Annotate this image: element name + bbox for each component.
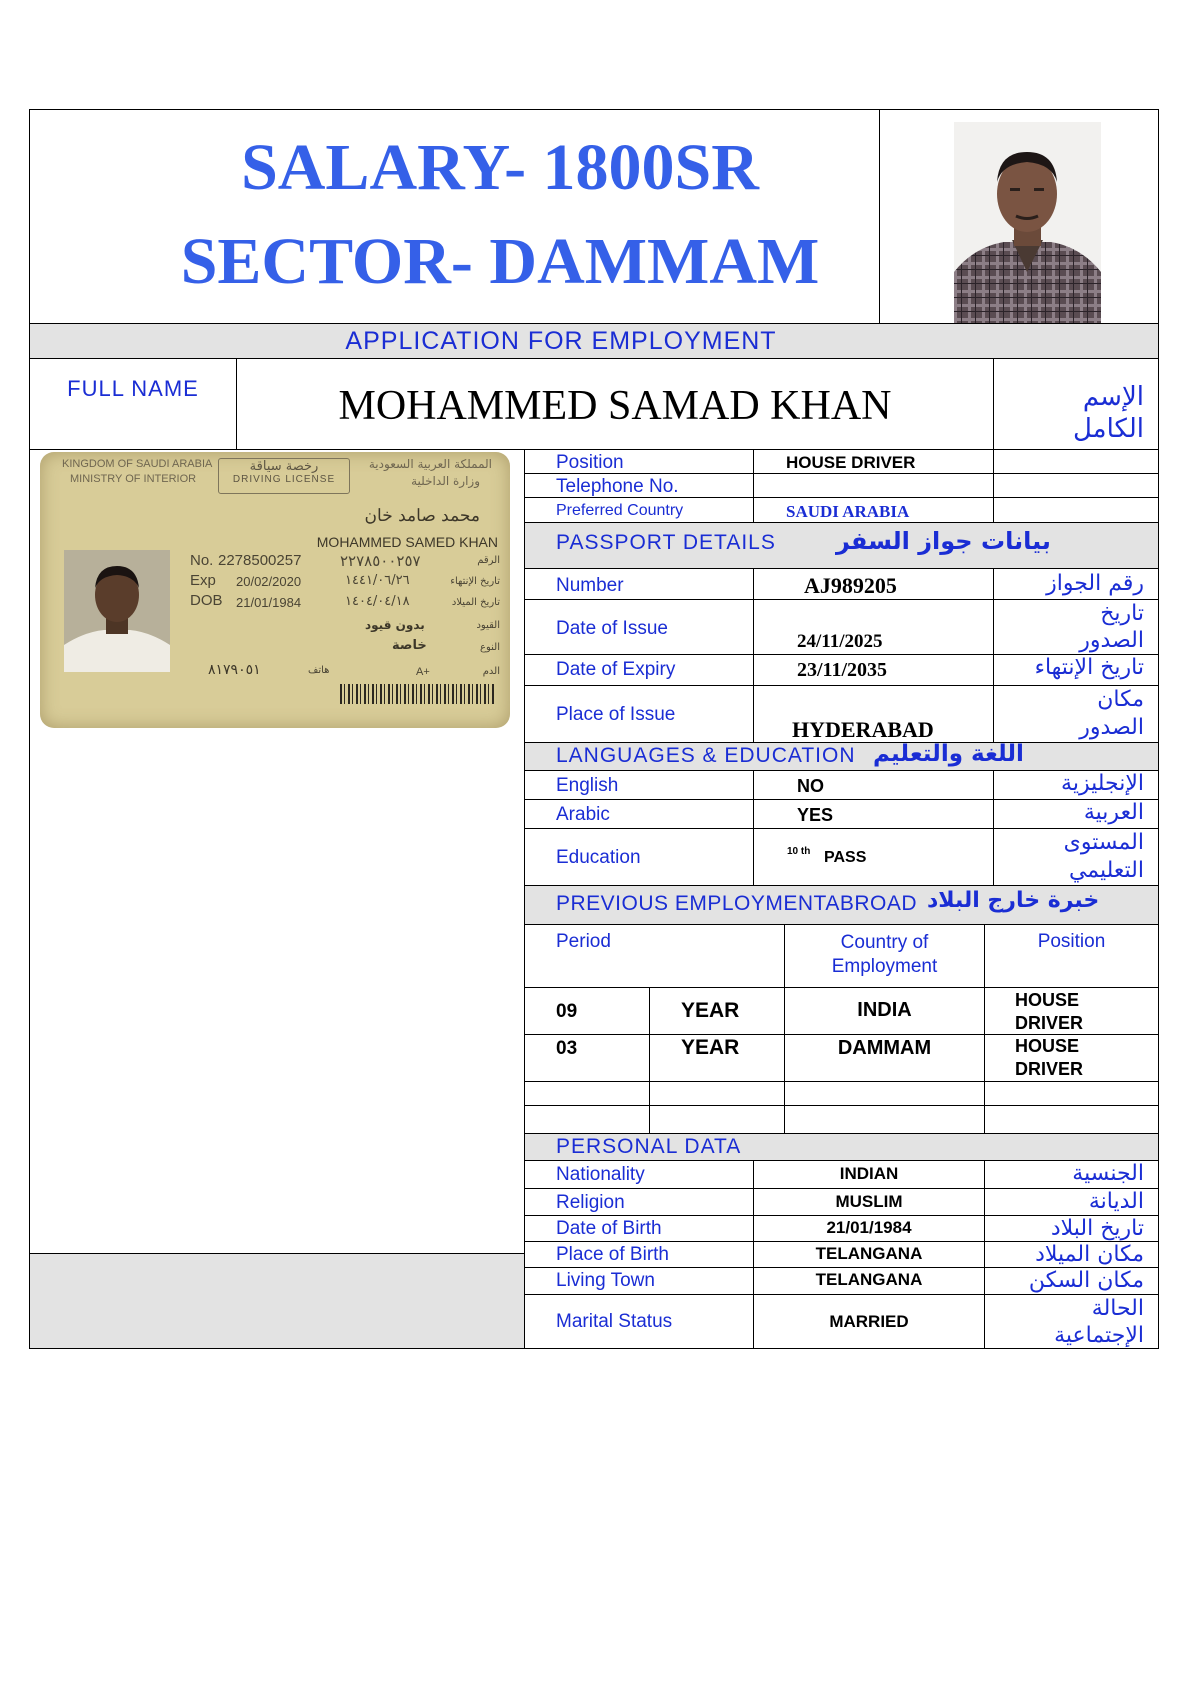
employment-col-period-cell [524,924,785,988]
passport-place-label: Place of Issue [556,704,676,725]
left-bottom-gray [29,1300,525,1349]
employment-row1-num-cell [524,987,650,1035]
employment-row1-unit-cell [649,987,785,1035]
passport-expiry-ar-cell [993,654,1159,686]
town-ar-cell [984,1267,1159,1295]
employment-row3-unit-cell [649,1081,785,1106]
employment-col-country: Country of Employment [831,932,938,977]
passport-place-label-cell [524,685,754,743]
card-no-label: No. [190,552,214,569]
application-title: APPLICATION FOR EMPLOYMENT [345,327,777,355]
english-ar: الإنجليزية [1061,771,1144,796]
passport-title: PASSPORT DETAILS [556,531,776,554]
arabic-label-cell [524,799,754,829]
full-name-value: MOHAMMED SAMAD KHAN [338,383,892,429]
education-sup: 10 th [787,846,811,857]
card-exp-ar-label: تاريخ الإنتهاء [450,576,500,587]
nationality-ar: الجنسية [1072,1161,1144,1186]
education-ar: المستوى التعليمي [1063,830,1144,883]
passport-expiry-label: Date of Expiry [556,659,676,680]
town-label: Living Town [556,1270,655,1291]
card-country-ar: المملكة العربية السعودية [368,457,492,471]
country-value: SAUDI ARABIA [786,502,910,521]
english-label-cell [524,770,754,800]
english-value: NO [797,776,824,796]
languages-title: LANGUAGES & EDUCATION [556,744,856,767]
card-barcode [340,684,494,704]
employment-title: PREVIOUS EMPLOYMENTABROAD [556,892,918,915]
passport-number-value-cell [753,568,994,600]
passport-number-value: AJ989205 [804,573,897,598]
town-label-cell [524,1267,754,1295]
nationality-label-cell [524,1160,754,1189]
card-dob-value: 21/01/1984 [236,595,302,610]
employment-title-ar: خبرة خارج البلاد [927,888,1100,913]
employment-row1-position-cell [984,987,1159,1035]
full-name-arabic: الإسم الكامل [1072,382,1144,444]
card-no-ar: ٢٢٧٨٥٠٠٢٥٧ [340,552,421,570]
card-ministry-en: MINISTRY OF INTERIOR [70,473,197,485]
personal-title: PERSONAL DATA [556,1135,742,1158]
position-label: Position [556,452,624,473]
passport-number-ar: رقم الجواز [1046,571,1144,596]
full-name-arabic-cell [993,358,1159,450]
country-label-cell [524,497,754,523]
passport-number-ar-cell [993,568,1159,600]
employment-row2-position: HOUSE DRIVER [1015,1036,1084,1079]
employment-row1-num: 09 [556,1001,578,1022]
passport-expiry-value-cell [753,654,994,686]
country-value-cell [753,497,994,523]
arabic-value-cell [753,799,994,829]
employment-row2-unit-cell [649,1034,785,1082]
employment-row1-country: INDIA [857,999,912,1021]
town-ar: مكان السكن [1028,1268,1144,1293]
pob-value: TELANGANA [815,1244,923,1263]
card-restrict-ar: بدون قيود [365,618,425,632]
card-no-value: 2278500257 [218,552,302,569]
employment-row3-num-cell [524,1081,650,1106]
passport-issue-label-cell [524,599,754,655]
religion-ar: الديانة [1088,1189,1144,1214]
passport-expiry-ar: تاريخ الإنتهاء [1034,655,1144,680]
passport-issue-ar: تاريخ الصدور [1079,601,1144,653]
full-name-label: FULL NAME [67,376,199,401]
religion-ar-cell [984,1188,1159,1216]
passport-place-value-cell [753,685,994,743]
left-bottom-filler [29,1253,525,1301]
nationality-value: INDIAN [839,1164,899,1183]
passport-issue-label: Date of Issue [556,618,668,639]
passport-title-ar: بيانات جواز السفر [836,527,1051,555]
employment-row1-position: HOUSE DRIVER [1015,990,1084,1033]
employment-row4-country-cell [784,1105,985,1134]
arabic-value: YES [797,805,834,825]
card-doc-ar: رخصة سياقة [249,459,319,474]
employment-row4-num-cell [524,1105,650,1134]
card-dob-ar: ١٤٠٤/٠٤/١٨ [345,594,410,609]
card-name-ar: محمد صامد خان [364,506,480,526]
education-value-cell [753,828,994,886]
employment-row1-unit: YEAR [681,999,740,1022]
passport-number-label-cell [524,568,754,600]
passport-issue-value: 24/11/2025 [797,631,883,652]
personal-section-header [524,1133,1159,1161]
employment-row2-unit: YEAR [681,1036,740,1059]
pob-ar-cell [984,1241,1159,1268]
telephone-label-cell [524,473,754,498]
card-doc-en: DRIVING LICENSE [232,474,336,485]
employment-col-country-cell [784,924,985,988]
card-blood-ar-label: الدم [482,666,500,677]
card-exp-value: 20/02/2020 [236,574,302,589]
position-value: HOUSE DRIVER [786,453,916,472]
employment-row2-position-cell [984,1034,1159,1082]
employment-row2-num-cell [524,1034,650,1082]
dob-value-cell [753,1215,985,1242]
education-label-cell [524,828,754,886]
passport-section-header [524,522,1159,569]
employment-row2-country: DAMMAM [837,1037,932,1059]
town-value-cell [753,1267,985,1295]
card-blood: A+ [416,666,430,678]
pob-label-cell [524,1241,754,1268]
employment-row4-unit-cell [649,1105,785,1134]
employment-col-position: Position [1037,931,1106,952]
marital-value: MARRIED [829,1312,909,1331]
card-exp-ar: ١٤٤١/٠٦/٢٦ [345,573,410,588]
applicant-photo [954,122,1101,323]
languages-title-ar: اللغة والتعليم [873,742,1024,767]
employment-row2-country-cell [784,1034,985,1082]
card-phone-ar: ٨١٧٩٠٥١ [208,662,261,678]
employment-section-header [524,885,1159,925]
employment-col-position-cell [984,924,1159,988]
marital-label: Marital Status [556,1311,673,1332]
marital-ar-cell [984,1294,1159,1349]
position-ar-cell [993,449,1159,474]
english-ar-cell [993,770,1159,800]
passport-issue-ar-cell [993,599,1159,655]
religion-value: MUSLIM [835,1192,903,1211]
english-value-cell [753,770,994,800]
languages-section-header [524,742,1159,771]
nationality-label: Nationality [556,1164,645,1185]
passport-expiry-label-cell [524,654,754,686]
dob-ar: تاريخ البلاد [1050,1216,1144,1241]
card-no-ar-label: الرقم [477,555,500,566]
card-ministry-ar: وزارة الداخلية [411,474,480,488]
card-dob-label: DOB [190,592,223,609]
full-name-value-cell [236,358,994,450]
nationality-ar-cell [984,1160,1159,1189]
card-phone-ar-label: هاتف [308,665,330,676]
country-ar-cell [993,497,1159,523]
card-country-en: KINGDOM OF SAUDI ARABIA [62,458,213,470]
salary-heading: SALARY- 1800SR [241,131,759,204]
nationality-value-cell [753,1160,985,1189]
sector-heading: SECTOR- DAMMAM [180,225,820,298]
card-doc-box [218,458,350,494]
town-value: TELANGANA [815,1270,923,1289]
passport-issue-value-cell [753,599,994,655]
employment-row1-country-cell [784,987,985,1035]
passport-number-label: Number [556,575,624,596]
card-type-ar: خاصة [392,638,427,653]
pob-value-cell [753,1241,985,1268]
card-dob-ar-label: تاريخ الميلاد [451,597,500,608]
marital-label-cell [524,1294,754,1349]
telephone-value-cell [753,473,994,498]
marital-value-cell [753,1294,985,1349]
passport-expiry-value: 23/11/2035 [797,659,888,681]
passport-place-value: HYDERABAD [792,717,934,742]
dob-ar-cell [984,1215,1159,1242]
card-type-ar-label: النوع [480,642,500,653]
arabic-label: Arabic [556,804,610,825]
marital-ar: الحالة الإجتماعية [1054,1296,1144,1348]
country-label: Preferred Country [556,502,684,519]
employment-col-period: Period [556,931,611,952]
religion-label-cell [524,1188,754,1216]
pob-label: Place of Birth [556,1244,669,1265]
card-restrict-ar-label: القيود [476,620,500,631]
dob-label-cell [524,1215,754,1242]
passport-place-ar-cell [993,685,1159,743]
position-value-cell [753,449,994,474]
employment-row3-position-cell [984,1081,1159,1106]
card-holder-photo [64,550,170,672]
arabic-ar-cell [993,799,1159,829]
card-name-en: MOHAMMED SAMED KHAN [316,534,498,550]
employment-row4-position-cell [984,1105,1159,1134]
education-label: Education [556,847,641,868]
english-label: English [556,775,619,796]
employment-row2-num: 03 [556,1038,578,1059]
education-ar-cell [993,828,1159,886]
telephone-label: Telephone No. [556,476,679,497]
education-value: PASS [824,849,867,866]
religion-value-cell [753,1188,985,1216]
position-label-cell [524,449,754,474]
card-exp-label: Exp [190,572,216,589]
employment-row3-country-cell [784,1081,985,1106]
pob-ar: مكان الميلاد [1035,1242,1144,1267]
full-name-label-cell [29,358,237,450]
passport-place-ar: مكان الصدور [1079,687,1144,740]
religion-label: Religion [556,1192,625,1213]
dob-value: 21/01/1984 [826,1218,912,1237]
driving-license-card [40,452,510,728]
telephone-ar-cell [993,473,1159,498]
dob-label: Date of Birth [556,1218,662,1239]
arabic-ar: العربية [1083,800,1144,825]
